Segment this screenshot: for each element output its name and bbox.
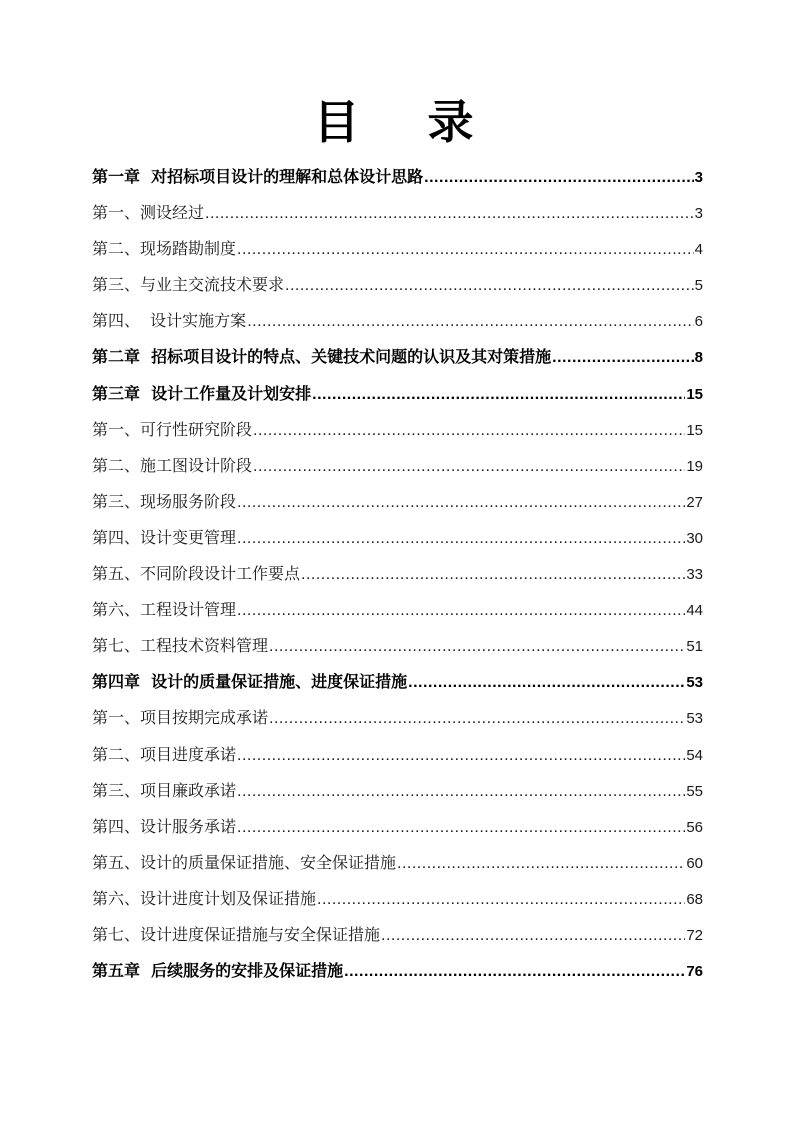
toc-entry-label: 第四、设计服务承诺 xyxy=(92,816,237,836)
toc-entry-label: 第三、项目廉政承诺 xyxy=(92,780,237,800)
toc-entry-chapter-1[interactable] xyxy=(92,159,703,195)
toc-page-number: 53 xyxy=(686,674,703,692)
toc-entry-chapter-5[interactable] xyxy=(92,953,703,989)
dot-leader xyxy=(237,485,685,521)
dot-leader xyxy=(237,521,685,557)
toc-entry-label: 第四、 设计实施方案 xyxy=(92,311,247,331)
dot-leader xyxy=(253,449,685,485)
dot-leader xyxy=(408,665,685,701)
dot-leader xyxy=(237,738,685,774)
dot-leader xyxy=(552,340,694,376)
dot-leader xyxy=(381,918,685,954)
toc-entry-label: 第三、与业主交流技术要求 xyxy=(92,275,285,295)
toc-page-number: 5 xyxy=(694,277,703,295)
toc-entry-section[interactable] xyxy=(92,917,703,953)
toc-page-number: 44 xyxy=(686,602,703,620)
toc-page-number: 53 xyxy=(686,710,703,728)
toc-page-number: 68 xyxy=(686,890,703,908)
toc-entry-section[interactable] xyxy=(92,267,703,303)
toc-page-number: 76 xyxy=(686,963,703,981)
toc-entry-section[interactable] xyxy=(92,412,703,448)
dot-leader xyxy=(247,304,693,340)
toc-entry-label: 第六、工程设计管理 xyxy=(92,600,237,620)
toc-entry-section[interactable] xyxy=(92,484,703,520)
toc-page-number: 6 xyxy=(694,313,703,331)
dot-leader xyxy=(269,629,685,665)
toc-entry-label: 第四章 设计的质量保证措施、进度保证措施 xyxy=(92,672,408,692)
toc-entry-label: 第七、工程技术资料管理 xyxy=(92,636,269,656)
toc-entry-section[interactable] xyxy=(92,592,703,628)
toc-page-number: 19 xyxy=(686,457,703,475)
toc-entry-chapter-3[interactable] xyxy=(92,376,703,412)
toc-entry-label: 第四、设计变更管理 xyxy=(92,527,237,547)
toc-title: 目 录 xyxy=(313,95,500,149)
toc-entry-label: 第一章 对招标项目设计的理解和总体设计思路 xyxy=(92,167,424,186)
toc-entry-section[interactable] xyxy=(92,845,703,881)
dot-leader xyxy=(237,774,685,810)
toc-entry-label: 第二章 招标项目设计的特点、关键技术问题的认识及其对策措施 xyxy=(92,347,552,367)
dot-leader xyxy=(237,593,685,629)
toc-entry-section[interactable] xyxy=(92,809,703,845)
toc-entry-section[interactable] xyxy=(92,737,703,773)
toc-entry-section[interactable] xyxy=(92,881,703,917)
dot-leader xyxy=(424,160,694,196)
dot-leader xyxy=(253,413,685,449)
dot-leader xyxy=(344,954,685,990)
toc-page-number: 4 xyxy=(694,241,703,259)
dot-leader xyxy=(301,557,685,593)
toc-entry-chapter-2[interactable] xyxy=(92,339,703,375)
toc-page-number: 15 xyxy=(686,421,703,439)
toc-entry-label: 第五、设计的质量保证措施、安全保证措施 xyxy=(92,852,397,872)
toc-page-number: 54 xyxy=(686,746,703,764)
toc-page-number: 72 xyxy=(686,926,703,944)
toc-page-number: 55 xyxy=(686,782,703,800)
dot-leader xyxy=(205,196,694,232)
toc-entry-label: 第一、项目按期完成承诺 xyxy=(92,708,269,728)
toc-entry-section[interactable] xyxy=(92,448,703,484)
toc-entry-label: 第二、施工图设计阶段 xyxy=(92,455,253,475)
toc-entry-label: 第五章 后续服务的安排及保证措施 xyxy=(92,961,344,981)
toc-page-number: 27 xyxy=(686,493,703,511)
toc-entry-section[interactable] xyxy=(92,700,703,736)
toc-page-number: 3 xyxy=(694,205,703,223)
dot-leader xyxy=(237,232,694,268)
toc-entry-section[interactable] xyxy=(92,231,703,267)
toc-entry-label: 第二、现场踏勘制度 xyxy=(92,239,237,259)
toc-entry-section[interactable] xyxy=(92,520,703,556)
dot-leader xyxy=(269,701,685,737)
toc-entry-section[interactable] xyxy=(92,303,703,339)
toc-entry-label: 第六、设计进度计划及保证措施 xyxy=(92,888,317,908)
toc-entry-label: 第七、设计进度保证措施与安全保证措施 xyxy=(92,924,381,944)
dot-leader xyxy=(312,377,685,413)
table-of-contents xyxy=(92,159,703,989)
toc-entry-section[interactable] xyxy=(92,556,703,592)
toc-entry-label: 第一、可行性研究阶段 xyxy=(92,419,253,439)
toc-page-number: 60 xyxy=(686,854,703,872)
toc-page-number: 8 xyxy=(694,349,703,367)
toc-entry-label: 第三章 设计工作量及计划安排 xyxy=(92,383,312,403)
toc-entry-section[interactable] xyxy=(92,628,703,664)
toc-entry-chapter-4[interactable] xyxy=(92,664,703,700)
toc-page-number: 15 xyxy=(686,385,703,403)
dot-leader xyxy=(317,882,685,918)
toc-entry-label: 第三、现场服务阶段 xyxy=(92,491,237,511)
dot-leader xyxy=(397,846,685,882)
toc-entry-label: 第五、不同阶段设计工作要点 xyxy=(92,564,301,584)
dot-leader xyxy=(237,810,685,846)
toc-entry-label: 第二、项目进度承诺 xyxy=(92,744,237,764)
toc-page-number: 33 xyxy=(686,566,703,584)
toc-page-number: 56 xyxy=(686,818,703,836)
toc-entry-section[interactable] xyxy=(92,195,703,231)
toc-entry-section[interactable] xyxy=(92,773,703,809)
toc-entry-label: 第一、测设经过 xyxy=(92,203,205,223)
dot-leader xyxy=(285,268,694,304)
toc-page-number: 3 xyxy=(694,169,703,186)
toc-page-number: 30 xyxy=(686,529,703,547)
toc-page-number: 51 xyxy=(686,638,703,656)
